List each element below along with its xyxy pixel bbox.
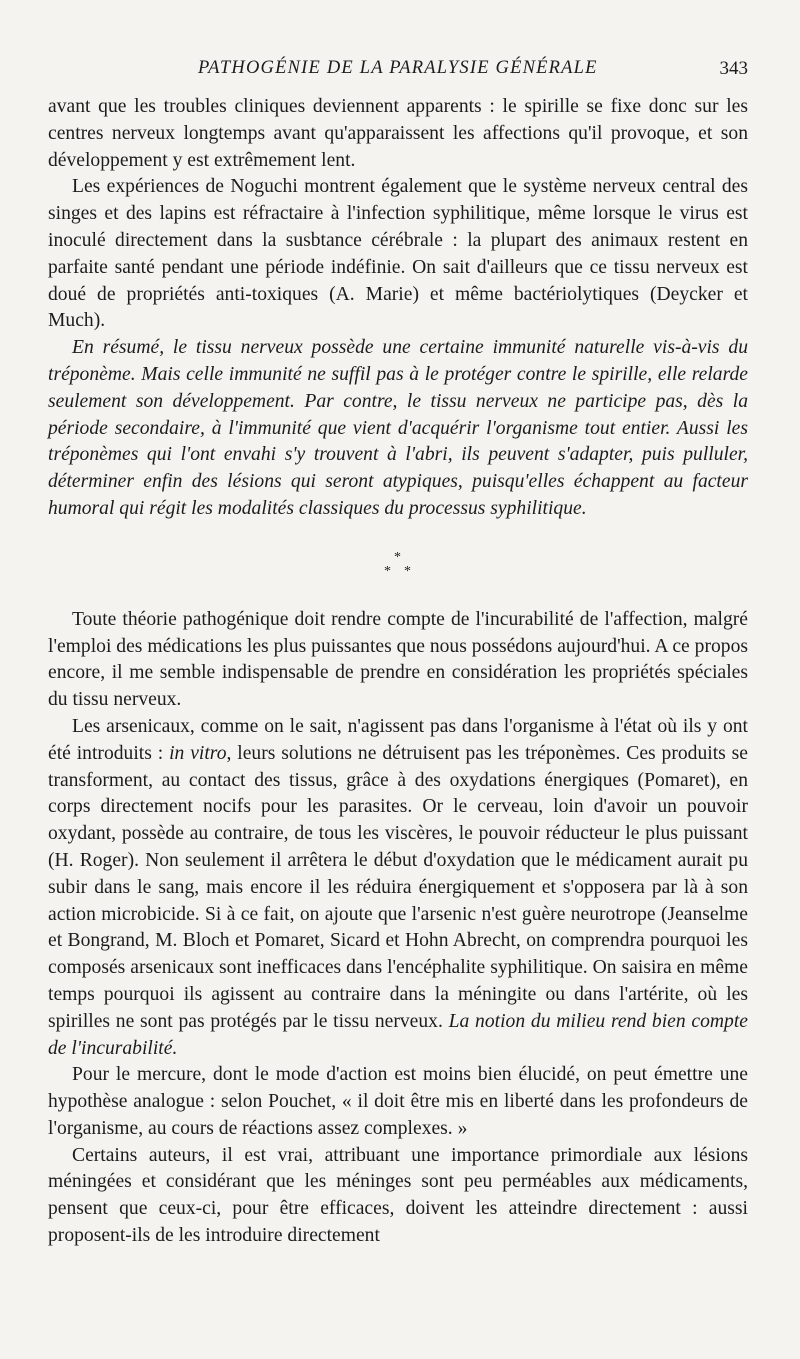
paragraph-5-start: Les arsenicaux, comme on le sait, n'agissent pas dans l'organisme à l'état où ils y ont été introduits : — [48, 715, 748, 764]
paragraph-5-middle: , leurs solutions ne détruisent pas les tréponèmes. Ces produits se transforment, au contact des tissus, grâce à des oxydations énergiques (Pomaret), en corps directement nocifs pour les parasites. Or le cerveau, loin d'avoir un pouvoir oxydant, possède au contraire, de tous les viscères, le pouvoir réducteur le plus puissant (H. Roger). Non seulement il arrêtera le début d'oxydation que le médicament aurait pu subir dans le sang, mais encore il les réduira énergiquement et s'opposera par là à son action microbicide. Si à ce fait, on ajoute que l'arsenic n'est guère neurotrope (Jeanselme et Bongrand, M. Bloch et Pomaret, Sicard et Hohn Abrecht, on comprendra pourquoi les composés arsenicaux sont inefficaces dans l'encéphalite syphilitique. On saisira en même temps pourquoi ils agissent au contraire dans la méningite ou dans l'artérite, où les spirilles ne sont pas protégés par le tissu nerveux. — [48, 742, 748, 1032]
asterism-separator — [48, 523, 748, 607]
asterism-star-left: * — [384, 563, 391, 579]
running-title: PATHOGÉNIE DE LA PARALYSIE GÉNÉRALE — [198, 58, 598, 78]
body-text — [48, 94, 748, 1250]
paragraph-4: Toute théorie pathogénique doit rendre compte de l'incurabilité de l'affection, malgré l'emploi des médications les plus puissantes que nous possédons aujourd'hui. A ce propos encore, il me semble indispensable de prendre en considération les propriétés spéciales du tissu nerveux. — [48, 608, 748, 711]
paragraph-3 — [48, 335, 748, 523]
paragraph-5 — [48, 714, 748, 1062]
page-number: 343 — [719, 58, 748, 79]
asterism-star-right: * — [404, 563, 411, 579]
page-header — [48, 58, 748, 86]
paragraph-3-italic: En résumé, le tissu nerveux possède une certaine immunité naturelle vis-à-vis du tréponème. Mais celle immunité ne suffil pas à le protéger contre le spirille, elle relarde seulement son développement. Par contre, le tissu nerveux ne participe pas, dès la période secondaire, à l'immunité que vient d'acquérir l'organisme tout entier. Aussi les tréponèmes qui l'ont envahi s'y trouvent à l'abri, ils peuvent s'adapter, puis pulluler, déterminer enfin des lésions qui seront atypiques, puisqu'elles échappent au facteur humoral qui régit les modalités classiques du processus syphilitique. — [48, 337, 748, 519]
paragraph-5-in-vitro: in vitro — [169, 742, 227, 764]
asterism-star-top: * — [394, 549, 401, 565]
paragraph-7: Certains auteurs, il est vrai, attribuant une importance primordiale aux lésions méningées et considérant que les méninges sont peu perméables aux médicaments, pensent que ceux-ci, pour être efficaces, doivent les atteindre directement : aussi proposent-ils de les introduire directement — [48, 1144, 748, 1247]
paragraph-2: Les expériences de Noguchi montrent également que le système nerveux central des singes et des lapins est réfractaire à l'infection syphilitique, même lorsque le virus est inoculé directement dans la susbtance cérébrale : la plupart des animaux restent en parfaite santé pendant une période indéfinie. On sait d'ailleurs que ce tissu nerveux est doué de propriétés anti-toxiques (A. Marie) et même bactériolytiques (Deycker et Much). — [48, 176, 748, 332]
paragraph-1: avant que les troubles cliniques deviennent apparents : le spirille se fixe donc sur les centres nerveux longtemps avant qu'apparaissent les affections qu'il provoque, et son développement y est extrêmement lent. — [48, 96, 748, 171]
paragraph-5-conclusion: La notion du milieu rend bien compte de l'incurabilité. — [48, 1010, 748, 1059]
paragraph-6: Pour le mercure, dont le mode d'action est moins bien élucidé, on peut émettre une hypothèse analogue : selon Pouchet, « il doit être mis en liberté dans les profondeurs de l'organisme, au cours de réactions assez complexes. » — [48, 1064, 748, 1139]
